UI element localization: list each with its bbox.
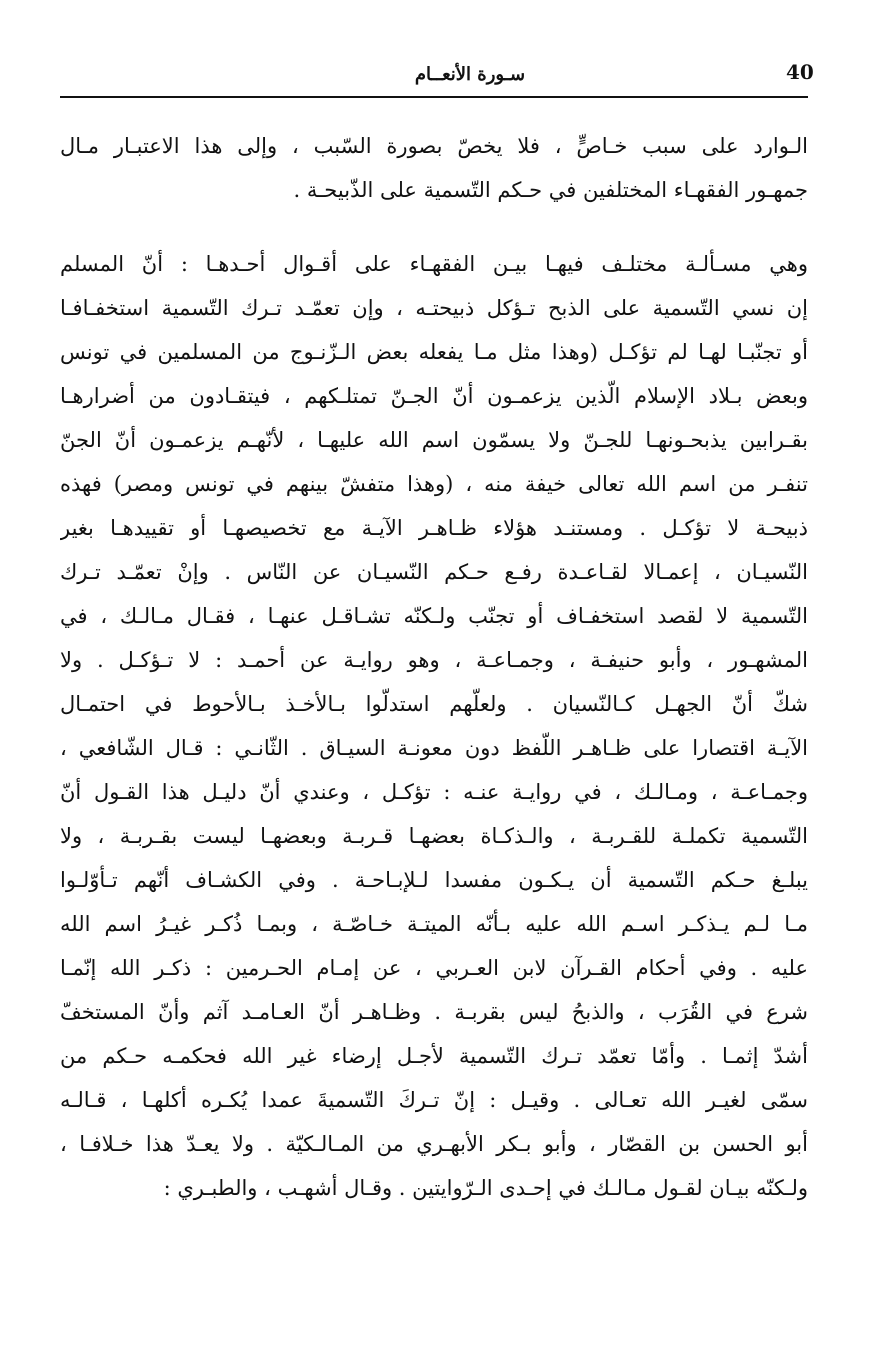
text-line: يبلـغ حـكم التّسمية أن يـكـون مفسدا لـلإبـاحـة . وفي الكشـاف أنّهم تـأوّلـوا [60,868,808,892]
text-line: شرع في القُرَب ، والذبحُ ليس بقربـة . وظـاهـر أنّ العـامـد آثم وأنّ المستخفّ [60,1000,808,1024]
page-header [60,56,814,98]
text-line: عليه . وفي أحكام القـرآن لابن العـربي ، عن إمـام الحـرمين : ذكـر الله إنّمـا [60,956,808,980]
text-line: وهي مسـألـة مختلـف فيهـا بيـن الفقهـاء على أقـوال أحـدهـا : أنّ المسلم [60,252,808,276]
body-text [60,124,808,1210]
text-line: وجمـاعـة ، ومـالـك ، في روايـة عنـه : تؤكـل ، وعندي أنّ دليـل هذا القـول أنّ [60,780,808,804]
text-line: بقـرابين يذبحـونهـا للجـنّ ولا يسمّون اسم الله عليهـا ، لأنّهـم يزعمـون أنّ الجنّ [60,428,808,452]
text-line: وبعض بـلاد الإسلام الّذين يزعمـون أنّ الجـنّ تمتلـكهم ، فيتقـادون من أضرارهـا [60,384,808,408]
text-line: جمهـور الفقهـاء المختلفين في حـكم التّسمية على الذّبيحـة . [293,178,808,202]
text-line: سمّى لغيـر الله تعـالى . وقيـل : إنّ تـركَ التّسميةَ عمدا يُكـره أكلهـا ، قـالـه [60,1088,808,1112]
text-line: مـا لـم يـذكـر اسـم الله عليه بـأنّه الميتـة خـاصّـة ، وبمـا ذُكـر غيـرُ اسم الله [60,912,808,936]
text-line: المشهـور ، وأبو حنيفـة ، وجمـاعـة ، وهو روايـة عن أحمـد : لا تـؤكـل . ولا [60,648,808,672]
text-line: أشدّ إثمـا . وأمّا تعمّد تـرك التّسمية لأجـل إرضاء غير الله فحكمـه حـكم من [60,1044,808,1068]
page-number: 40 [786,60,814,84]
text-line: أو تجنّبـا لهـا لم تؤكـل (وهذا مثل مـا يفعله بعض الـزّنـوج من المسلمين في تونس [60,340,808,364]
text-line: التّسمية تكملـة للقـربـة ، والـذكـاة بعضهـا قـربـة وبعضهـا ليست بقـربـة ، ولا [60,824,808,848]
text-line: تنفـر من اسم الله تعالى خيفة منه ، (وهذا متفشّ بينهم في تونس ومصر) فهذه [60,472,808,496]
paragraph-gap [60,212,808,242]
text-line: ذبيحـة لا تؤكـل . ومستنـد هؤلاء ظـاهـر الآيـة مع تخصيصهـا أو تقييدهـا بغير [60,516,808,540]
text-line: ولـكنّه بيـان لقـول مـالـك في إحـدى الـرّوايتين . وقـال أشهـب ، والطبـري : [163,1176,808,1200]
paragraph-2 [60,242,808,1210]
paragraph-1 [60,124,808,212]
text-line: الـوارد على سبب خـاصٍّ ، فلا يخصّ بصورة السّبب ، وإلى هذا الاعتبـار مـال [60,134,808,158]
text-line: إن نسي التّسمية على الذبح تـؤكل ذبيحتـه ، وإن تعمّـد تـرك التّسمية استخفـافـا [60,296,808,320]
text-line: النّسيـان ، إعمـالا لقـاعـدة رفـع حـكم النّسيـان عن النّاس . وإنْ تعمّـد تـرك [60,560,808,584]
text-line: الآيـة اقتصارا على ظـاهـر اللّفظ دون معونـة السيـاق . الثّانـي : قـال الشّافعي ، [60,736,808,760]
text-line: التّسمية لا لقصد استخفـاف أو تجنّب ولـكنّه تشـاقـل عنهـا ، فقـال مـالـك ، في [60,604,808,628]
text-line: أبو الحسن بن القصّار ، وأبو بـكر الأبهـري من المـالـكيّة . ولا يعـدّ هذا خـلافـا ، [60,1132,808,1156]
running-title: سـورة الأنعــام [414,64,526,85]
text-line: شكّ أنّ الجهـل كـالنّسيان . ولعلّهم استدلّوا بـالأخـذ بـالأحوط في احتمـال [60,692,808,716]
